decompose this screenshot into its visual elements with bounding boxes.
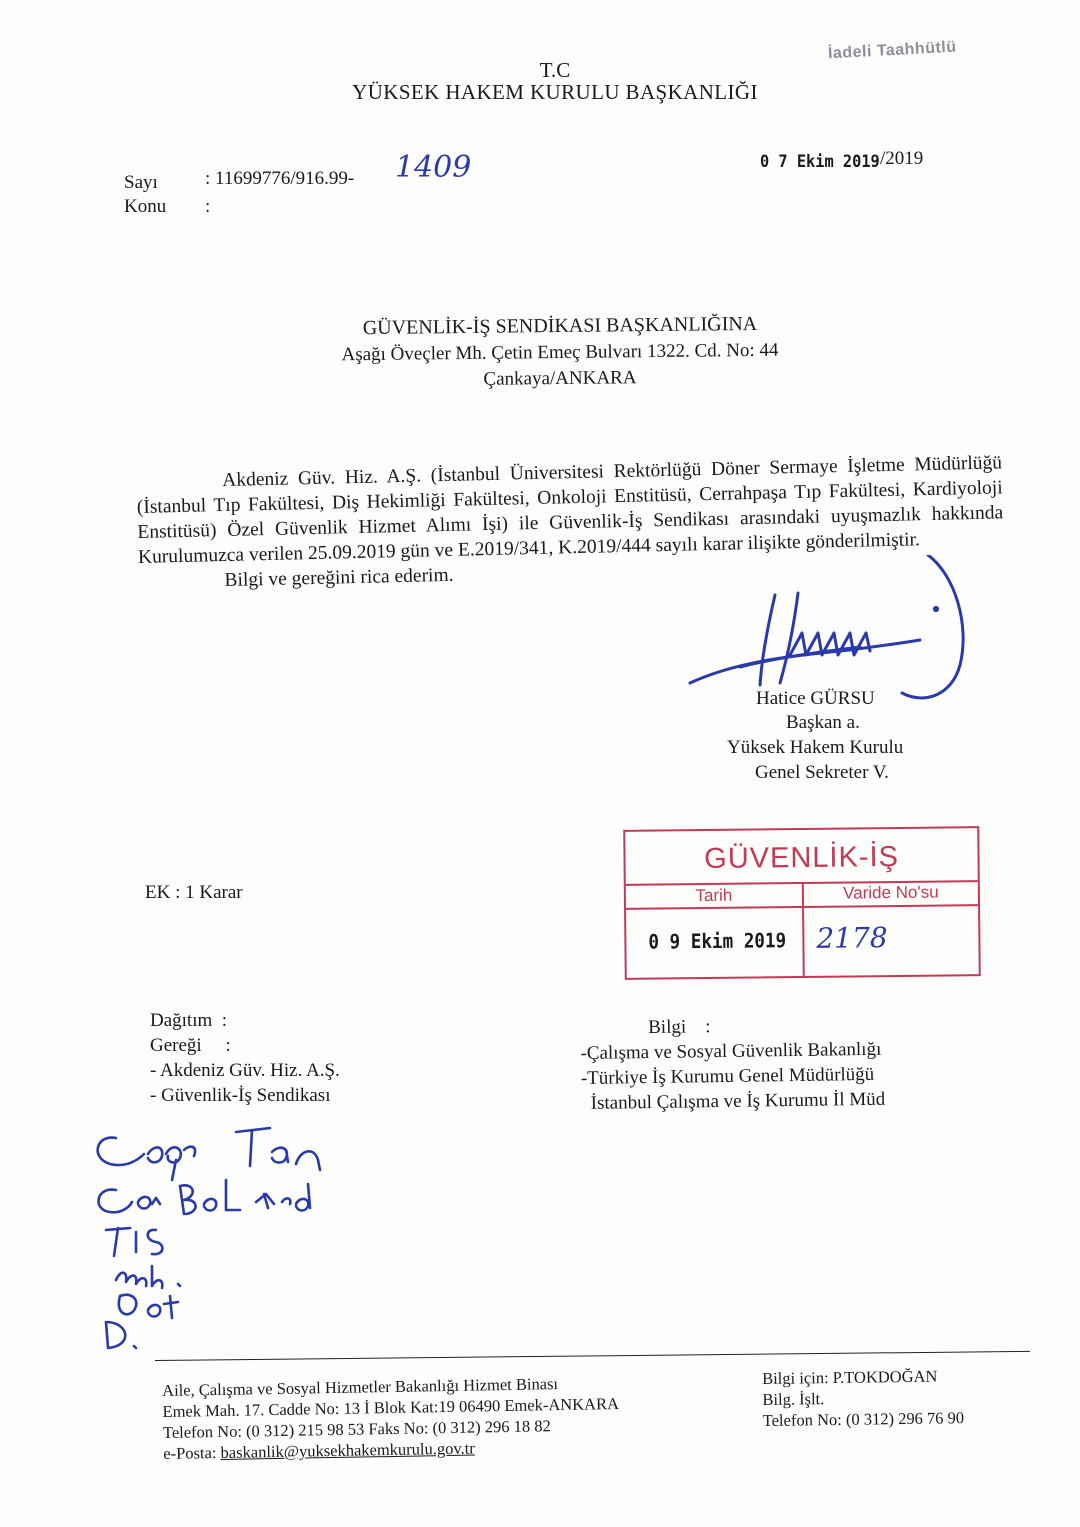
sayi-label: Sayı <box>124 172 158 193</box>
signatory-title: Başkan a. <box>786 712 860 733</box>
body-closing: Bilgi ve gereğini rica ederim. <box>224 564 454 592</box>
konu-value: : <box>205 196 211 217</box>
signatory-role: Genel Sekreter V. <box>755 762 889 783</box>
footer-info-contact: Bilgi için: P.TOKDOĞAN <box>762 1366 938 1388</box>
signature-graphic <box>680 555 980 705</box>
info-item: İstanbul Çalışma ve İş Kurumu İl Müd <box>581 1088 886 1114</box>
info-label: Bilgi : <box>648 1016 711 1039</box>
header-tc: T.C <box>539 58 571 82</box>
date-stamp: 0 7 Ekim 2019 <box>760 152 880 172</box>
distribution-label: Dağıtım : <box>150 1010 228 1031</box>
footer-phone-line: Telefon No: (0 312) 215 98 53 Faks No: (0 312) 296 18 82 <box>162 1416 551 1442</box>
addressee-city: Çankaya/ANKARA <box>483 367 637 390</box>
info-item: -Çalışma ve Sosyal Güvenlik Bakanlığı <box>580 1038 882 1064</box>
footer-email-link[interactable]: baskanlik@yuksekhakemkurulu.gov.tr <box>220 1438 475 1462</box>
footer-info-phone: Telefon No: (0 312) 296 76 90 <box>762 1408 965 1430</box>
registered-mail-stamp: İadeli Taahhütlü <box>827 38 957 63</box>
footer-info-block <box>762 1365 964 1431</box>
signatory-organization: Yüksek Hakem Kurulu <box>727 737 904 758</box>
distribution-item: - Güvenlik-İş Sendikası <box>150 1085 331 1106</box>
receipt-number-handwritten: 2178 <box>816 921 888 955</box>
footer-address-line: Aile, Çalışma ve Sosyal Hizmetler Bakanlığı Hizmet Binası <box>162 1374 559 1400</box>
header-organization: YÜKSEK HAKEM KURULU BAŞKANLIĞI <box>352 80 758 104</box>
sayi-value: : 11699776/916.99- <box>205 168 355 189</box>
receipt-stamp-title: GÜVENLİK-İŞ <box>704 840 900 876</box>
date-year: /2019 <box>880 148 924 169</box>
signatory-name: Hatice GÜRSU <box>756 688 875 709</box>
info-item: -Türkiye İş Kurumu Genel Müdürlüğü <box>580 1063 875 1089</box>
addressee-name: GÜVENLİK-İŞ SENDİKASI BAŞKANLIĞINA <box>362 312 758 340</box>
footer-divider <box>155 1351 1030 1361</box>
distribution-block <box>150 1008 340 1108</box>
receipt-date-label: Tarih <box>695 885 733 906</box>
footer-contact-block <box>162 1372 620 1464</box>
handwritten-notes <box>86 1120 386 1350</box>
attachment-line: EK : 1 Karar <box>145 882 243 903</box>
addressee-street: Aşağı Öveçler Mh. Çetin Emeç Bulvarı 1322. Cd. No: 44 <box>341 339 779 366</box>
receipt-date: 0 9 Ekim 2019 <box>648 928 787 954</box>
body-paragraph: Akdeniz Güv. Hiz. A.Ş. (İstanbul Üniversitesi Rektörlüğü Döner Sermaye İşletme Müdürlüğü (İstanbul Tıp Fakültesi, Diş Hekimliği Fakültesi, Onkoloji Enstitüsü, Cerrahpaşa Tıp Fakültesi, Kardiyoloji Enstitüsü) Özel Güvenlik Hizmet Alımı İşi) ile Güvenlik-İş Sendikası arasındaki uyuşmazlık hakkında Kurulumuzca verilen 25.09.2019 gün ve E.2019/341, K.2019/444 sayılı karar ilişikte gönderilmiştir. <box>136 452 1004 568</box>
distribution-geregi-label: Gereği : <box>150 1035 231 1056</box>
konu-label: Konu <box>124 196 167 217</box>
sayi-handwritten-number: 1409 <box>395 150 472 185</box>
footer-address-line: Emek Mah. 17. Cadde No: 13 İ Blok Kat:19 06490 Emek-ANKARA <box>162 1394 620 1421</box>
info-block <box>580 1012 885 1116</box>
receipt-stamp <box>623 826 981 980</box>
footer-info-role: Bilg. İşlt. <box>762 1389 825 1409</box>
footer-email-label: e-Posta: <box>163 1442 221 1463</box>
receipt-number-label: Varide No'su <box>843 882 939 903</box>
distribution-item: - Akdeniz Güv. Hiz. A.Ş. <box>150 1060 340 1081</box>
